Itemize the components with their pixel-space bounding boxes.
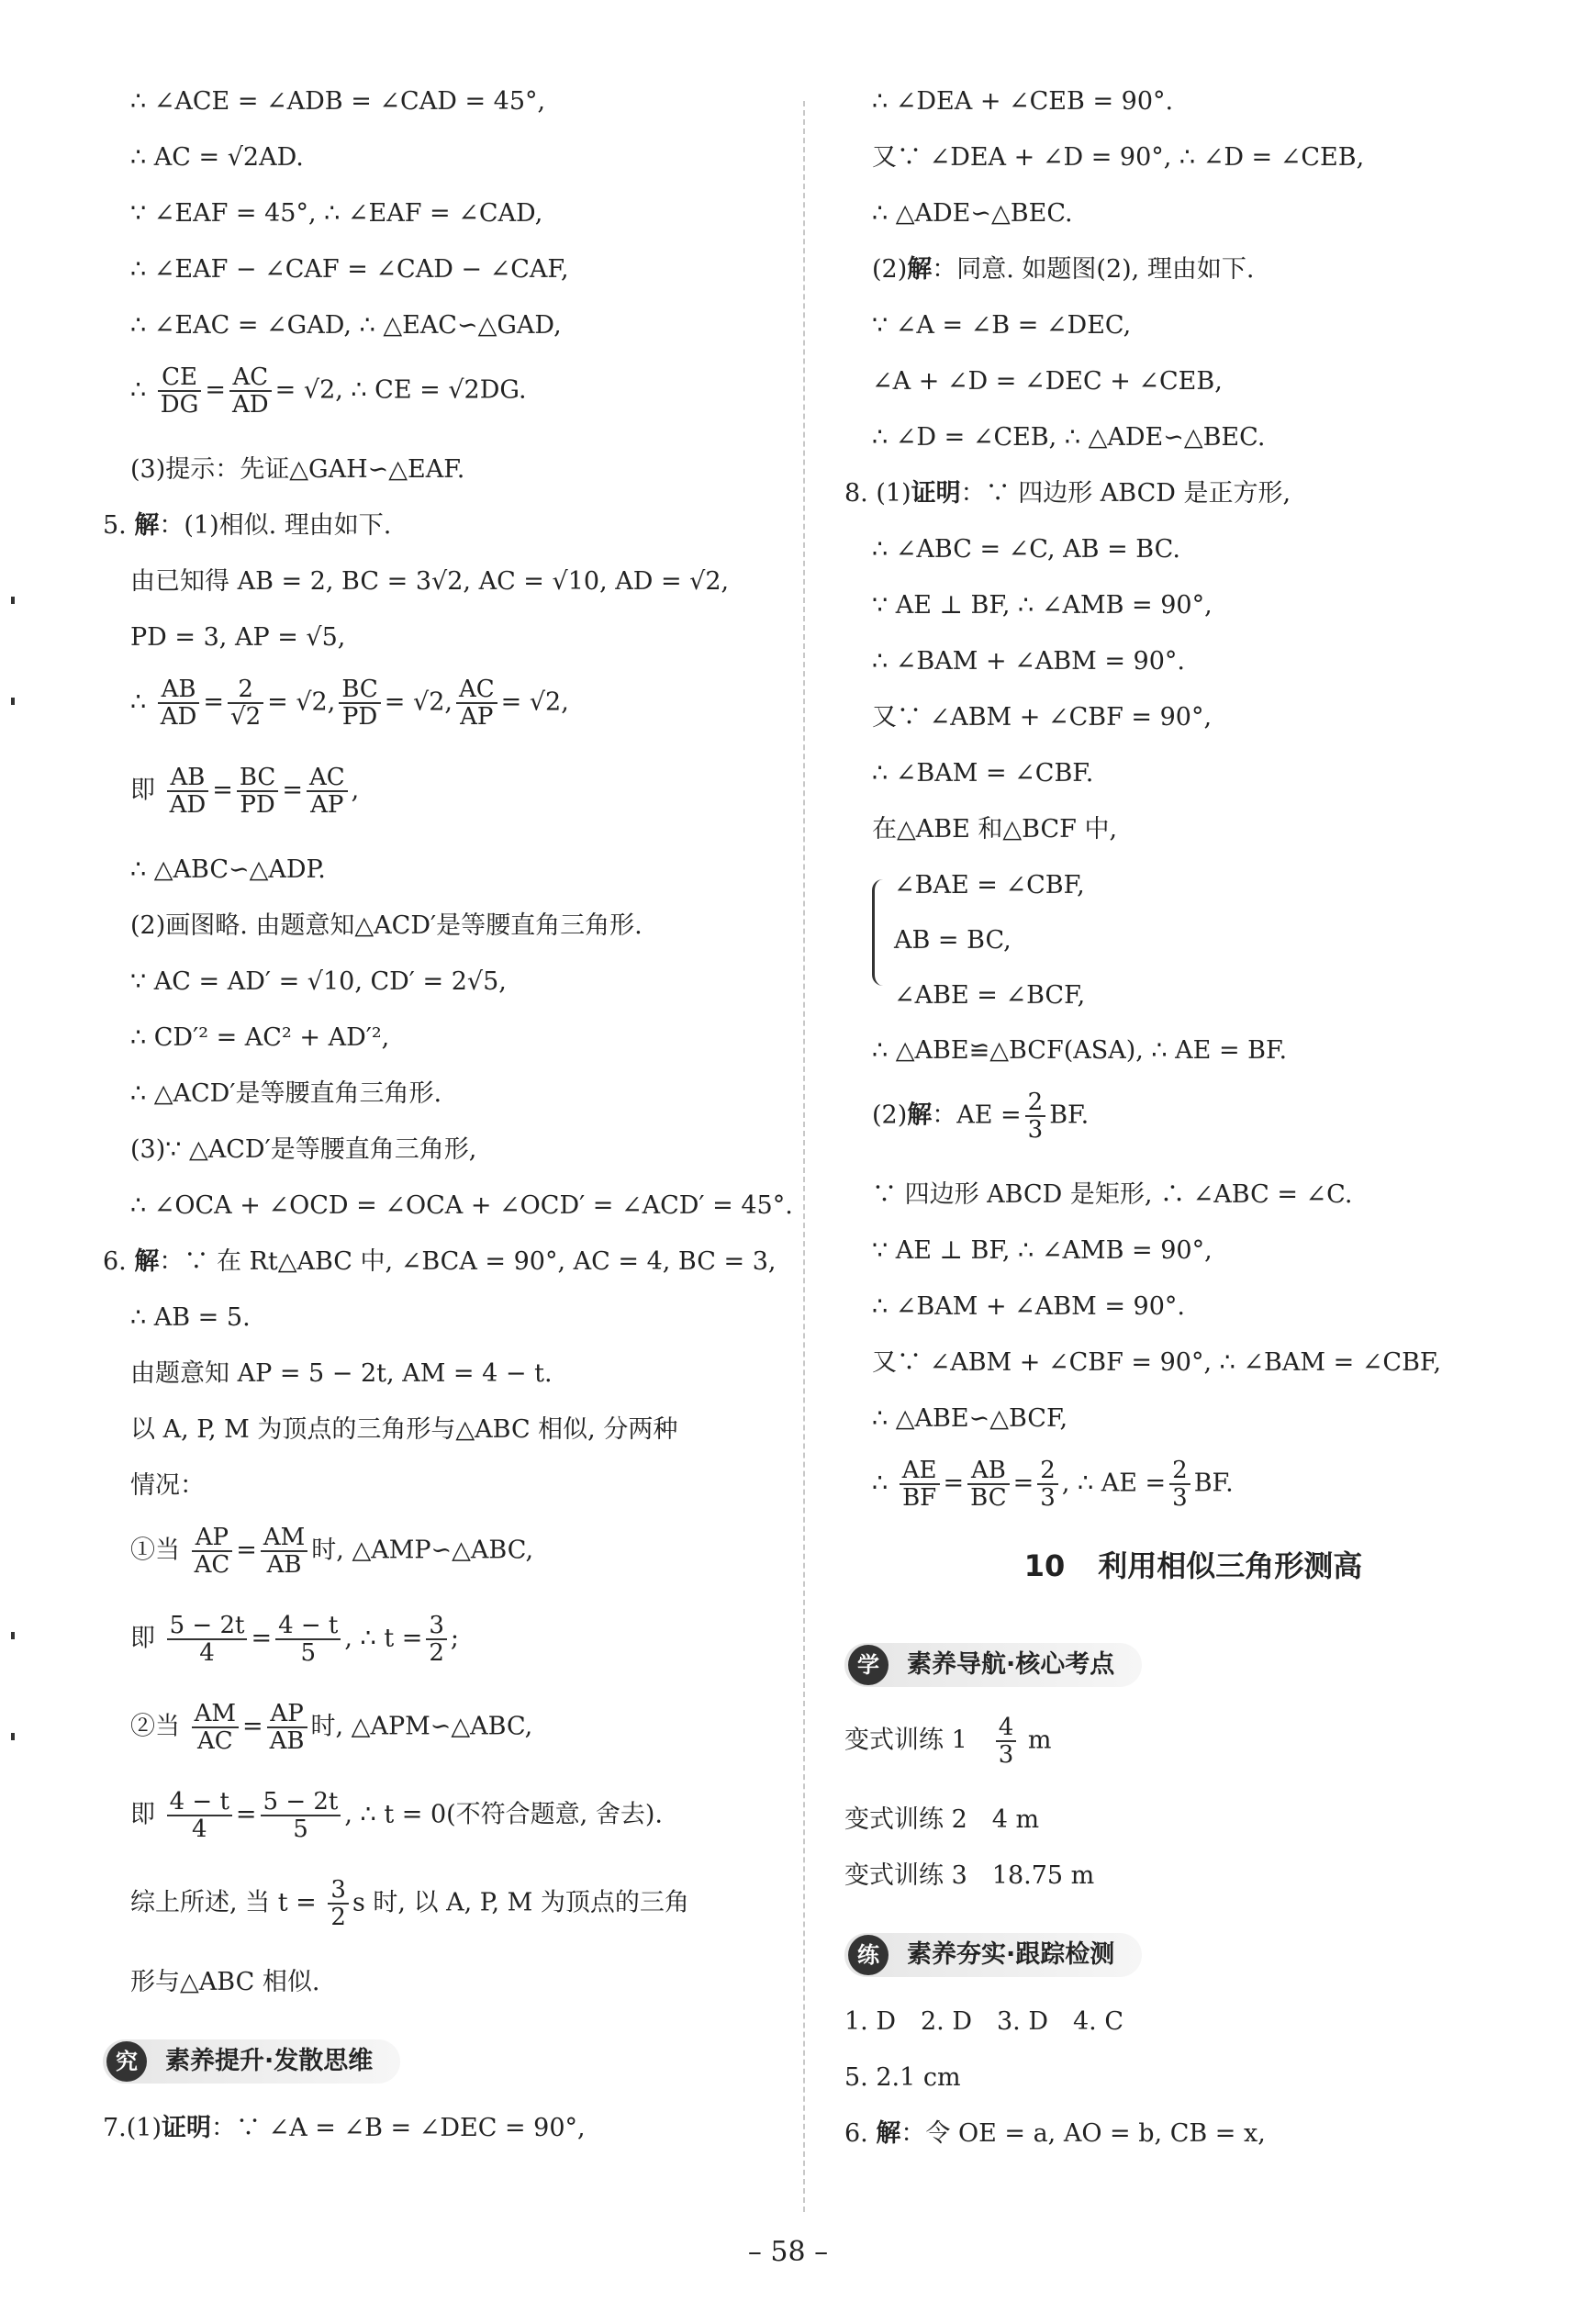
equation-system [872,868,1542,1013]
fraction [456,676,497,730]
numerator: 2 [238,676,253,703]
line: ∴ △ADE∽△BEC. [872,199,1073,228]
fraction [167,765,209,818]
text: = √2, [384,687,453,717]
line: ∵ AE ⊥ BF, ∴ ∠AMB = 90°, [872,591,1213,620]
section-badge: 练 [848,1935,889,1975]
denominator: √2 [228,702,263,730]
text: = √2, ∴ CE = √2DG. [274,375,527,405]
fraction [967,1458,1009,1511]
margin-mark [11,1632,15,1639]
text: ：∵ ∠A = ∠B = ∠DEC = 90°, [211,2114,586,2142]
line: 以 A, P, M 为顶点的三角形与△ABC 相似, 分两种 [130,1415,678,1444]
denominator: 2 [426,1638,447,1666]
text: 时, △APM∽△ABC, [310,1712,533,1741]
numerator: 4 [998,1714,1014,1741]
section-title: 素养提升·发散思维 [165,2047,374,2075]
text: ：同意. 如题图(2), 理由如下. [932,255,1255,284]
line: ∴ △ACD′是等腰直角三角形. [130,1079,442,1108]
fraction [900,1458,940,1511]
numerator: CE [162,363,198,391]
line: 5. 2.1 cm [844,2063,961,2092]
solution-label: 解 [876,2119,901,2148]
section-title: 素养夯实·跟踪检测 [907,1940,1115,1969]
fraction [307,765,348,818]
denominator: BC [967,1483,1009,1511]
numerator: BC [341,676,378,703]
text: = [205,375,227,405]
line: 即 $\frac{5 - 2t}{4}$ = $\frac{4 - t}{5}$ , ∴ t = $\frac{3}{2}$ ; [130,1612,460,1667]
numerator: 4 − t [169,1788,229,1816]
denominator: AC [192,1550,233,1578]
line: 即 $\frac{4 - t}{4}$ = $\frac{5 - 2t}{5}$ , ∴ t = 0(不符合题意, 舍去). [130,1788,663,1843]
denominator: 4 [167,1638,248,1666]
solution-label: 解 [907,1101,933,1130]
numerator: 2 [1040,1457,1056,1484]
denominator: DG [158,390,202,418]
fraction [158,676,200,730]
denominator: 2 [328,1903,349,1930]
denominator: 3 [996,1740,1017,1768]
line: ∵ ∠EAF = 45°, ∴ ∠EAF = ∠CAD, [130,199,543,228]
line: 变式训练 2 4 m [844,1805,1040,1834]
text: ∴ [872,1469,889,1498]
numerator: 5 − 2t [169,1612,245,1639]
line: ∴ △ABC∽△ADP. [130,855,326,884]
line: 变式训练 3 18.75 m [844,1861,1095,1890]
text: 即 [130,1800,155,1829]
text: ∴ [130,687,147,717]
line: (2)画图略. 由题意知△ACD′是等腰直角三角形. [130,911,643,940]
line: ∴ ∠BAM + ∠ABM = 90°. [872,647,1185,676]
fraction [426,1613,447,1666]
numerator: 3 [429,1612,444,1639]
line: AB = BC, [894,926,1012,955]
line: 即 $\frac{AB}{AD}$ = $\frac{BC}{PD}$ = $\frac{AC}{AP}$ , [130,764,360,819]
margin-mark [11,698,15,705]
column-divider [803,101,805,2212]
lesson-name: 利用相似三角形测高 [1098,1548,1363,1583]
fraction [192,1701,239,1754]
line: 又∵ ∠DEA + ∠D = 90°, ∴ ∠D = ∠CEB, [872,143,1365,172]
section-header-learn [844,1643,1142,1687]
text: ：∵ 在 Rt△ABC 中, ∠BCA = 90°, AC = 4, BC = 3, [159,1247,777,1276]
text: ：令 OE = a, AO = b, CB = x, [900,2119,1266,2148]
question-8-head [844,476,1542,511]
proof-label: 证明 [911,479,961,508]
text: ：(1)相似. 理由如下. [159,511,392,540]
line: 1. D 2. D 3. D 4. C [844,2007,1123,2036]
numerator: AE [901,1457,937,1484]
fraction [167,1789,232,1842]
line: 又∵ ∠ABM + ∠CBF = 90°, ∴ ∠BAM = ∠CBF, [872,1348,1442,1377]
fraction [228,676,263,730]
fraction [1169,1458,1190,1511]
denominator: 3 [1025,1115,1046,1143]
line: ∴ ∠ACE = ∠ADB = ∠CAD = 45°, [130,87,546,116]
denominator: 5 [261,1815,341,1842]
denominator: 4 [167,1815,232,1842]
text: s 时, 以 A, P, M 为顶点的三角 [352,1888,689,1917]
numerator: AC [232,363,269,391]
line: ∠BAE = ∠CBF, [894,871,1085,899]
numerator: 4 − t [278,1612,339,1639]
text: 综上所述, 当 t = [130,1888,317,1917]
lesson-title [844,1546,1542,1586]
line: ∴ CD′² = AC² + AD′², [130,1023,390,1052]
line [844,1089,1542,1143]
question-number: 6. [103,1247,127,1276]
line: ∴ ∠DEA + ∠CEB = 90°. [872,87,1174,116]
page-number: – 58 – [747,2236,829,2268]
line: ∠A + ∠D = ∠DEC + ∠CEB, [872,367,1223,396]
denominator: AB [261,1550,307,1578]
denominator: AD [158,702,200,730]
line: ∴ $\frac{AE}{BF}$ = $\frac{AB}{BC}$ = $\frac{2}{3}$ , ∴ AE = $\frac{2}{3}$ BF. [872,1457,1234,1512]
text: (2) [872,255,908,284]
line [103,364,800,418]
line: ∵ ∠A = ∠B = ∠DEC, [872,311,1132,340]
line: ∵ AC = AD′ = √10, CD′ = 2√5, [130,967,507,996]
line: ②当 $\frac{AM}{AC}$ = $\frac{AP}{AB}$ 时, △APM∽△ABC, [130,1700,533,1755]
line [844,252,1542,287]
numerator: AB [170,764,206,791]
numerator: AM [194,1700,236,1727]
question-6-head [103,1245,800,1279]
numerator: BC [239,764,276,791]
fraction [192,1525,233,1578]
text: 变式训练 1 [844,1726,967,1755]
text: BF. [1049,1101,1090,1130]
text: ①当 [130,1536,180,1565]
numerator: AM [263,1524,306,1551]
text: , ∴ AE = [1061,1469,1167,1498]
line: ∴ ∠EAF − ∠CAF = ∠CAD − ∠CAF, [130,255,569,284]
line: ∴ △ABE∽△BCF, [872,1404,1068,1433]
line: ∴ ∠BAM = ∠CBF. [872,759,1094,788]
fraction [261,1789,341,1842]
line: ∠ABE = ∠BCF, [894,981,1086,1010]
denominator: AP [307,790,348,818]
line: ∴ AB = 5. [130,1303,251,1332]
numerator: 2 [1172,1457,1188,1484]
fraction [267,1701,307,1754]
text: = √2, [267,687,336,717]
question-number: 6. [844,2119,868,2148]
question-5-head [103,508,800,543]
line: ∵ 四边形 ABCD 是矩形, ∴ ∠ABC = ∠C. [872,1180,1353,1209]
text: , ∴ t = [344,1624,423,1653]
fraction [167,1613,248,1666]
text: (1) [126,2114,162,2142]
margin-mark [11,597,15,604]
line: 由已知得 AB = 2, BC = 3√2, AC = √10, AD = √2, [130,567,730,596]
section-badge: 学 [848,1645,889,1685]
line: ①当 $\frac{AP}{AC}$ = $\frac{AM}{AB}$ 时, △AMP∽△ABC, [130,1524,534,1579]
fraction [158,364,202,418]
text: ∴ [130,375,147,405]
denominator: 3 [1169,1483,1190,1511]
fraction [275,1613,341,1666]
left-brace [872,879,888,986]
lesson-number: 10 [1023,1548,1066,1583]
line: (3)∵ △ACD′是等腰直角三角形, [130,1135,477,1164]
denominator: AC [192,1726,239,1754]
fraction [229,364,272,418]
fraction [328,1877,349,1930]
numerator: 2 [1027,1089,1044,1116]
solution-label: 解 [134,1247,160,1276]
fraction [339,676,380,730]
numerator: AP [270,1700,304,1727]
line [103,1877,800,1930]
line: ∴ ∠EAC = ∠GAD, ∴ △EAC∽△GAD, [130,311,562,340]
fraction [261,1525,307,1578]
line: ∴ $\frac{AB}{AD}$ = $\frac{2}{√2}$ = √2, $\frac{BC}{PD}$ = √2, $\frac{AC}{AP}$ = √2, [130,676,569,731]
line [844,1715,1542,1768]
numerator: AC [308,764,345,791]
text: = √2, [500,687,569,717]
denominator: 5 [275,1638,341,1666]
margin-mark [11,1733,15,1740]
fraction [996,1715,1017,1768]
text: (1) [876,479,911,508]
line: PD = 3, AP = √5, [130,623,346,652]
line: 形与△ABC 相似. [130,1968,320,1996]
numerator: AB [161,676,196,703]
numerator: AP [195,1524,229,1551]
fraction [1025,1089,1046,1143]
denominator: BF [900,1483,940,1511]
line: ∴ ∠BAM + ∠ABM = 90°. [872,1292,1185,1321]
question-number: 5. [103,511,127,540]
denominator: PD [339,702,380,730]
text: ; [450,1624,460,1653]
denominator: AP [456,702,497,730]
right-column [844,84,1542,2173]
denominator: AB [267,1726,307,1754]
section-header-practice [844,1933,1142,1977]
text: , ∴ t = 0(不符合题意, 舍去). [344,1800,663,1829]
question-number: 7. [103,2114,127,2142]
text: 即 [130,776,155,805]
line: ∴ △ABE≌△BCF(ASA), ∴ AE = BF. [872,1036,1288,1065]
left-column [103,84,800,2167]
line: 由题意知 AP = 5 − 2t, AM = 4 − t. [130,1359,553,1388]
solution-label: 解 [134,511,160,540]
numerator: AC [458,676,495,703]
line: (3)提示：先证△GAH∽△EAF. [130,455,465,484]
line: 情况： [130,1471,205,1500]
fraction [237,765,278,818]
text: 时, △AMP∽△ABC, [311,1536,534,1565]
numerator: AB [970,1457,1006,1484]
proof-label: 证明 [162,2114,212,2142]
text: BF. [1193,1469,1234,1498]
numerator: 5 − 2t [263,1788,339,1816]
denominator: AD [229,390,272,418]
line: ∴ ∠D = ∠CEB, ∴ △ADE∽△BEC. [872,423,1266,452]
text: (2) [872,1101,908,1130]
section-title: 素养导航·核心考点 [907,1650,1115,1679]
text: , [351,776,360,805]
line: ∴ ∠OCA + ∠OCD = ∠OCA + ∠OCD′ = ∠ACD′ = 45°. [130,1191,793,1220]
text: 即 [130,1624,155,1653]
denominator: 3 [1037,1483,1058,1511]
section-header-explore [103,2039,400,2084]
question-7-head [103,2111,800,2146]
text: ：AE = [932,1101,1022,1130]
section-badge: 究 [106,2041,147,2082]
denominator: AD [167,790,209,818]
line: ∴ ∠ABC = ∠C, AB = BC. [872,535,1180,564]
question-6-head [844,2117,1542,2151]
line: 又∵ ∠ABM + ∠CBF = 90°, [872,703,1213,732]
denominator: PD [237,790,278,818]
line: 在△ABE 和△BCF 中, [872,815,1118,844]
line: ∵ AE ⊥ BF, ∴ ∠AMB = 90°, [872,1236,1213,1265]
fraction [1037,1458,1058,1511]
text: m [1027,1726,1052,1755]
text: ②当 [130,1712,180,1741]
line: ∴ AC = √2AD. [130,143,304,172]
text: ：∵ 四边形 ABCD 是正方形, [960,479,1291,508]
solution-label: 解 [907,255,933,284]
question-number: 8. [844,479,868,508]
numerator: 3 [330,1876,346,1904]
